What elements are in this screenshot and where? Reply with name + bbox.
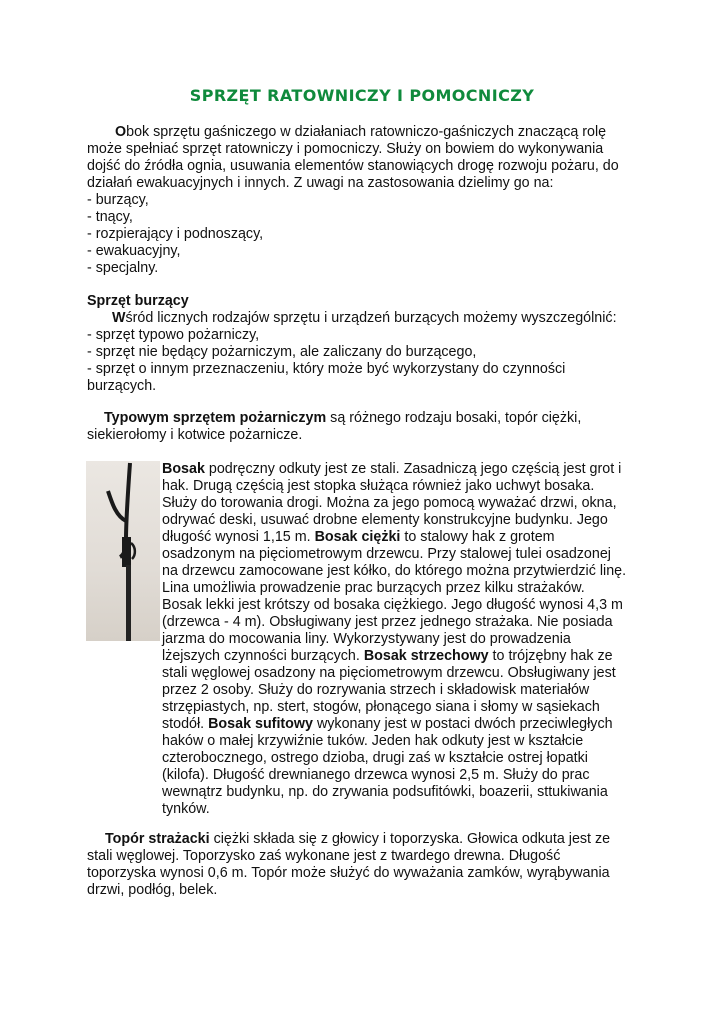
paragraph-line xyxy=(162,461,652,478)
bold-term: Bosak xyxy=(162,461,205,477)
paragraph-line xyxy=(162,631,652,648)
paragraph-text: długość wynosi 1,15 m. xyxy=(162,529,315,545)
paragraph-text: przez 2 osoby. Służy do rozrywania strzech i składowisk materiałów xyxy=(162,682,590,698)
intro-line: działań ewakuacyjnych i innych. Z uwagi na zastosowania dzielimy go na: xyxy=(87,175,554,191)
paragraph-text: strzępiastych, np. stert, stogów, płonącego siana i słomy w sąsiekach xyxy=(162,699,600,715)
paragraph-line xyxy=(162,512,652,529)
paragraph-text: podręczny odkuty jest ze stali. Zasadniczą jego częścią jest grot i xyxy=(204,461,622,477)
section-burzacy xyxy=(87,293,647,395)
paragraph-text: stali węglowej osadzony na pięciometrowym drzewcu. Obsługiwany jest xyxy=(162,665,616,681)
paragraph-line xyxy=(162,546,652,563)
list-item: - specjalny. xyxy=(87,260,159,276)
paragraph-text: Lina umożliwia prowadzenie prac burzących przez kilku strażaków. xyxy=(162,580,585,596)
bold-term: Bosak sufitowy xyxy=(208,716,313,732)
bold-term: Bosak ciężki xyxy=(314,529,401,545)
bosak-hook-icon xyxy=(86,461,160,641)
list-item: - sprzęt o innym przeznaczeniu, który może być wykorzystany do czynności xyxy=(87,361,566,377)
bold-term: Topór strażacki xyxy=(105,831,210,847)
list-item: burzących. xyxy=(87,378,157,394)
paragraph-text: lżejszych czynności burzących. xyxy=(162,648,364,664)
page-title: SPRZĘT RATOWNICZY I POMOCNICZY xyxy=(189,86,535,105)
bold-term: Bosak strzechowy xyxy=(363,648,489,664)
paragraph-line xyxy=(87,831,647,848)
paragraph-line xyxy=(162,665,652,682)
paragraph-text: stali węglowej. Toporzysko zaś wykonane jest z twardego drewna. Długość xyxy=(87,848,561,864)
paragraph-line xyxy=(162,563,652,580)
paragraph-text: na drzewcu zamocowane jest kółko, do którego można przytwierdzić linę. xyxy=(162,563,627,579)
paragraph-line xyxy=(162,529,652,546)
paragraph-line xyxy=(162,682,652,699)
paragraph-line xyxy=(87,882,647,899)
typical-paragraph xyxy=(87,410,647,444)
paragraph-text: toporzyska wynosi 0,6 m. Topór może służyć do wyważania zamków, wyrąbywania xyxy=(87,865,610,881)
paragraph-line xyxy=(162,784,652,801)
paragraph-text: to stalowy hak z grotem xyxy=(400,529,555,545)
list-item: - ewakuacyjny, xyxy=(87,243,181,259)
paragraph-line xyxy=(162,716,652,733)
paragraph-text: (kilofa). Długość drewnianego drzewca wynosi 2,5 m. Służy do prac xyxy=(162,767,590,783)
paragraph-line xyxy=(162,495,652,512)
typical-line xyxy=(87,410,647,427)
paragraph-text: wykonany jest w postaci dwóch przeciwległych xyxy=(312,716,613,732)
intro-paragraph xyxy=(87,124,647,277)
paragraph-line xyxy=(162,801,652,818)
paragraph-text: to trójzębny hak ze xyxy=(488,648,613,664)
bosak-photo xyxy=(86,461,160,641)
intro-line xyxy=(87,124,647,141)
paragraph-line xyxy=(162,478,652,495)
paragraph-text: tynków. xyxy=(162,801,210,817)
bosak-paragraph xyxy=(162,461,652,818)
list-item: - sprzęt typowo pożarniczy, xyxy=(87,327,260,343)
typical-line: siekierołomy i kotwice pożarnicze. xyxy=(87,427,303,443)
drop-letter: O xyxy=(115,124,127,140)
section-heading-text: Sprzęt burzący xyxy=(87,293,189,309)
paragraph-text: haków o małej krzywiźnie tuków. Jeden hak odkuty jest w kształcie xyxy=(162,733,584,749)
paragraph-text: (drzewca - 4 m). Obsługiwany jest przez jednego strażaka. Nie posiada xyxy=(162,614,613,630)
paragraph-text: odrywać deski, usuwać drobne elementy konstrukcyjne budynku. Jego xyxy=(162,512,608,528)
intro-line: dojść do źródła ognia, usuwania elementów stanowiących drogę rozwoju pożaru, do xyxy=(87,158,619,174)
paragraph-line xyxy=(162,648,652,665)
list-item: - tnący, xyxy=(87,209,133,225)
paragraph-line xyxy=(162,597,652,614)
paragraph-line xyxy=(87,848,647,865)
paragraph-text: drzwi, podłóg, belek. xyxy=(87,882,218,898)
list-item: - sprzęt nie będący pożarniczym, ale zaliczany do burzącego, xyxy=(87,344,477,360)
paragraph-text: osadzonym na pięciometrowym drzewcu. Przy stalowej tulei osadzonej xyxy=(162,546,611,562)
paragraph-line xyxy=(162,733,652,750)
paragraph-line xyxy=(162,580,652,597)
section-line xyxy=(87,310,647,327)
paragraph-text: wewnątrz budynku, np. do zrywania podsufitówki, boazerii, sttukiwania xyxy=(162,784,608,800)
paragraph-text: Bosak lekki jest krótszy od bosaka ciężkiego. Jego długość wynosi 4,3 m xyxy=(162,597,623,613)
paragraph-text: jarzma do mocowania liny. Wykorzystywany jest do prowadzenia xyxy=(162,631,571,647)
intro-line: może spełniać sprzęt ratowniczy i pomocniczy. Służy on bowiem do wykonywania xyxy=(87,141,604,157)
section-text: śród licznych rodzajów sprzętu i urządzeń burzących możemy wyszczególnić: xyxy=(125,310,617,326)
list-item: - burzący, xyxy=(87,192,149,208)
paragraph-text: Służy do torowania drogi. Można za jego pomocą wyważać drzwi, okna, xyxy=(162,495,617,511)
list-item: - rozpierający i podnoszący, xyxy=(87,226,264,242)
intro-text: bok sprzętu gaśniczego w działaniach ratowniczo-gaśniczych znaczącą rolę xyxy=(126,124,607,140)
typical-bold: Typowym sprzętem pożarniczym xyxy=(104,410,327,426)
topor-paragraph xyxy=(87,831,647,899)
paragraph-line xyxy=(162,699,652,716)
paragraph-line xyxy=(162,614,652,631)
paragraph-line xyxy=(162,767,652,784)
typical-text: są różnego rodzaju bosaki, topór ciężki, xyxy=(326,410,582,426)
paragraph-text: czterobocznego, ostrego dzioba, drugi zaś w kształcie ostrej łopatki xyxy=(162,750,588,766)
paragraph-line xyxy=(87,865,647,882)
paragraph-text: hak. Drugą częścią jest stopka służąca również jako uchwyt bosaka. xyxy=(162,478,595,494)
drop-letter: W xyxy=(112,310,126,326)
section-heading xyxy=(87,293,647,310)
paragraph-line xyxy=(162,750,652,767)
paragraph-text: stodół. xyxy=(162,716,209,732)
paragraph-text: ciężki składa się z głowicy i toporzyska. Głowica odkuta jest ze xyxy=(209,831,611,847)
